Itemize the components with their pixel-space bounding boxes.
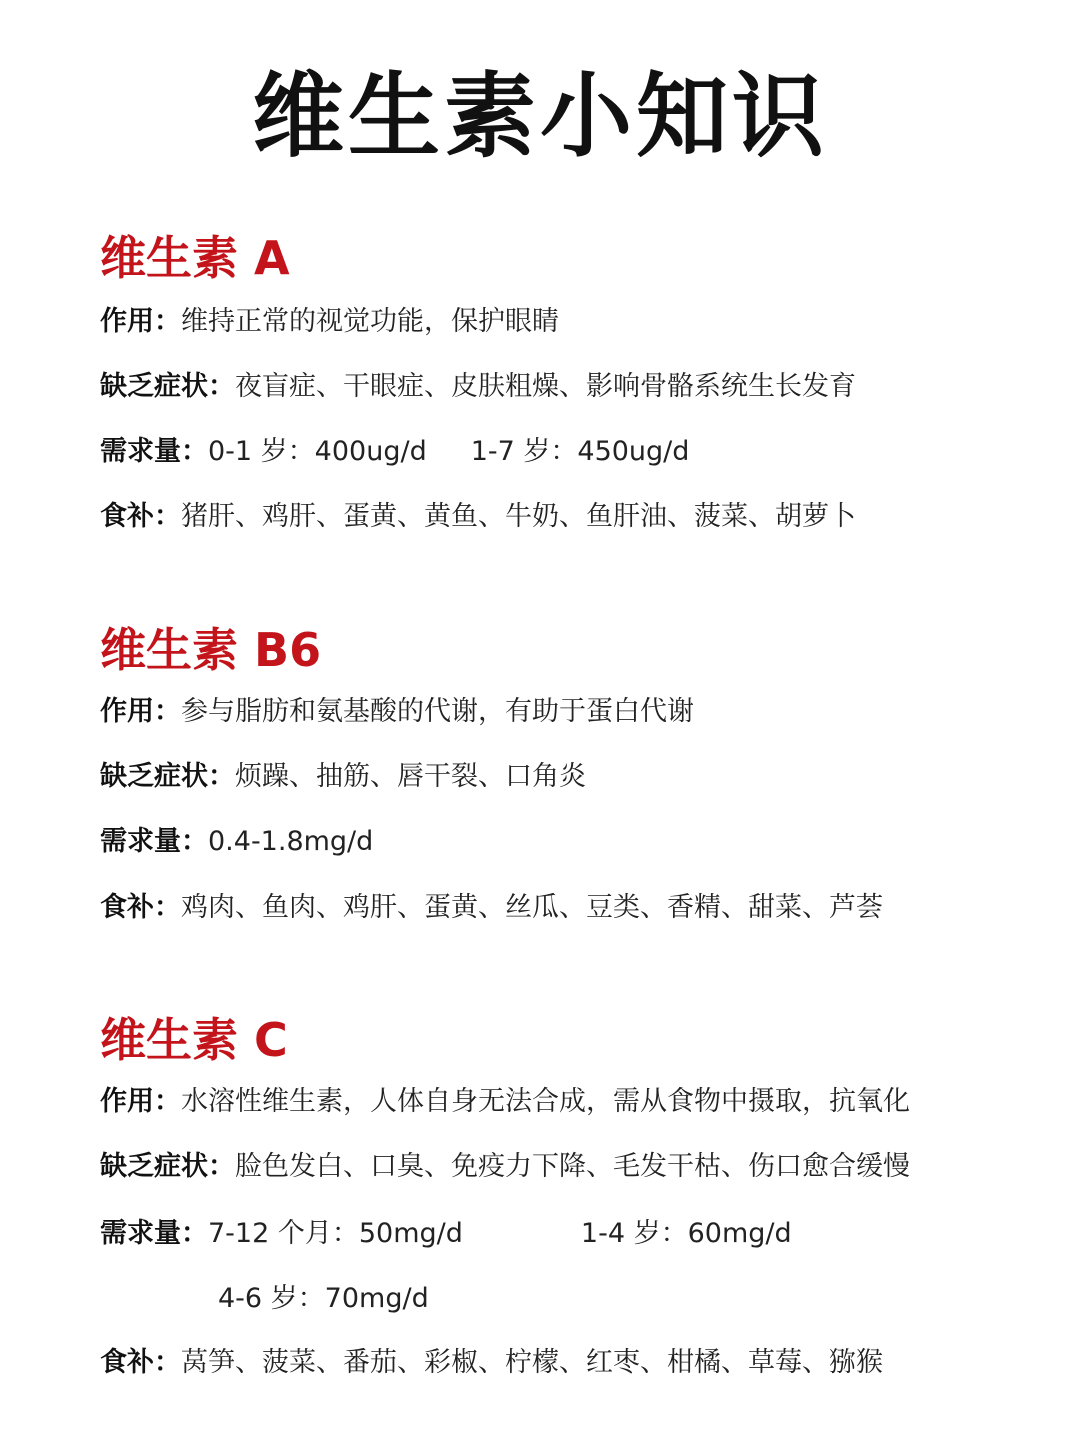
function-text: 参与脂肪和氨基酸的代谢，有助于蛋白代谢: [181, 696, 694, 727]
deficiency-label: 缺乏症状：: [100, 1151, 235, 1182]
deficiency-row: [100, 759, 586, 795]
requirement-row: [100, 1216, 792, 1252]
requirement-value: 1-4 岁：60mg/d: [580, 1218, 792, 1249]
requirement-row: [100, 434, 689, 470]
requirement-value: 4-6 岁：70mg/d: [218, 1283, 429, 1314]
function-row: [100, 304, 559, 340]
section-title: 维生素 B6: [100, 623, 322, 677]
requirement-label: 需求量：: [100, 826, 208, 857]
deficiency-text: 烦躁、抽筋、唇干裂、口角炎: [235, 761, 586, 792]
requirement-row-continued: [100, 1281, 429, 1317]
requirement-value: 0.4-1.8mg/d: [208, 826, 374, 857]
deficiency-text: 夜盲症、干眼症、皮肤粗燥、影响骨骼系统生长发育: [235, 371, 856, 402]
function-row: [100, 694, 694, 730]
food-text: 猪肝、鸡肝、蛋黄、黄鱼、牛奶、鱼肝油、菠菜、胡萝卜: [181, 501, 856, 532]
section-title: 维生素 C: [100, 1013, 288, 1067]
food-row: [100, 890, 883, 926]
food-text: 鸡肉、鱼肉、鸡肝、蛋黄、丝瓜、豆类、香精、甜菜、芦荟: [181, 892, 883, 923]
deficiency-text: 脸色发白、口臭、免疫力下降、毛发干枯、伤口愈合缓慢: [235, 1151, 910, 1182]
deficiency-row: [100, 369, 856, 405]
deficiency-label: 缺乏症状：: [100, 761, 235, 792]
requirement-value: 7-12 个月：50mg/d: [208, 1218, 463, 1249]
function-row: [100, 1084, 910, 1120]
requirement-label: 需求量：: [100, 1218, 208, 1249]
requirement-value: 1-7 岁：450ug/d: [470, 436, 690, 467]
function-label: 作用：: [100, 696, 181, 727]
food-text: 莴笋、菠菜、番茄、彩椒、柠檬、红枣、柑橘、草莓、猕猴: [181, 1347, 883, 1378]
function-label: 作用：: [100, 1086, 181, 1117]
food-label: 食补：: [100, 501, 181, 532]
food-row: [100, 499, 856, 535]
requirement-value: 0-1 岁：400ug/d: [208, 436, 427, 467]
function-label: 作用：: [100, 306, 181, 337]
requirement-label: 需求量：: [100, 436, 208, 467]
section-vitamin-c: [100, 1012, 1000, 1412]
deficiency-row: [100, 1149, 910, 1185]
food-row: [100, 1345, 883, 1381]
food-label: 食补：: [100, 892, 181, 923]
deficiency-label: 缺乏症状：: [100, 371, 235, 402]
section-vitamin-b6: [100, 622, 1000, 942]
page-title: 维生素小知识: [251, 63, 828, 170]
function-text: 水溶性维生素，人体自身无法合成，需从食物中摄取，抗氧化: [181, 1086, 910, 1117]
section-title: 维生素 A: [100, 231, 290, 285]
section-vitamin-a: [100, 230, 1000, 550]
function-text: 维持正常的视觉功能，保护眼睛: [181, 306, 559, 337]
requirement-row: [100, 824, 373, 860]
food-label: 食补：: [100, 1347, 181, 1378]
